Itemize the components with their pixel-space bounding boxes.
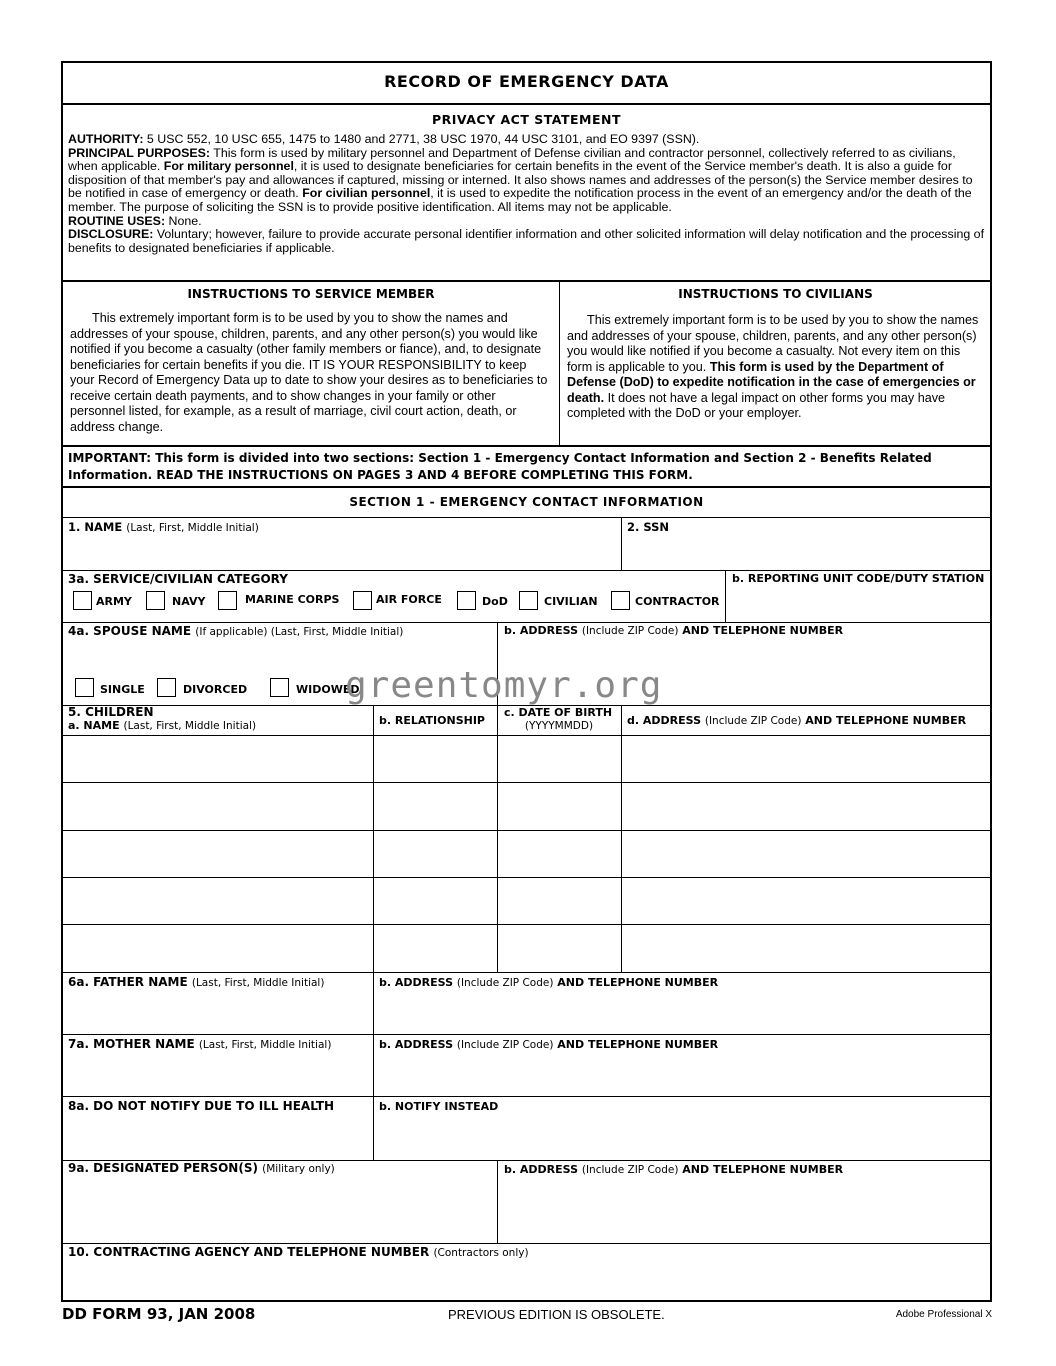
father-address-label: b. ADDRESS [379,976,453,989]
category-label: 3a. SERVICE/CIVILIAN CATEGORY [68,572,288,586]
civilian-text-2: It does not have a legal impact on other forms you may have completed with the DoD or your employer. [567,390,946,420]
privacy-statement [68,133,988,255]
routine-text: None. [165,213,202,228]
civilian-instructions-text [567,313,987,422]
designated-field-label [68,1161,335,1175]
children-row-4[interactable] [63,878,992,924]
category-air-force-label: AIR FORCE [376,593,442,606]
relationship-label: b. RELATIONSHIP [379,714,485,727]
purposes-bold-civilian: For civilian personnel [302,186,431,201]
children-label: 5. CHILDREN [68,705,154,719]
spouse-address-field-label [504,624,843,637]
children-row-1[interactable] [63,736,992,782]
father-label: 6a. FATHER NAME [68,975,188,989]
children-address-label: d. ADDRESS [627,714,701,727]
checkbox-divorced[interactable] [157,678,176,697]
form-id: DD FORM 93, JAN 2008 [62,1305,256,1323]
edition-notice: PREVIOUS EDITION IS OBSOLETE. [448,1307,665,1322]
designated-address-field-label [504,1163,843,1176]
notify-instead-label: b. NOTIFY INSTEAD [379,1100,499,1113]
marital-divorced-label: DIVORCED [183,683,248,696]
form-title: RECORD OF EMERGENCY DATA [384,72,669,91]
mother-address-field-label [379,1038,718,1051]
name-field-label [68,520,259,534]
contracting-agency-input[interactable] [63,1261,992,1301]
spouse-hint: (If applicable) (Last, First, Middle Initial) [195,626,404,638]
section1-heading: SECTION 1 - EMERGENCY CONTACT INFORMATION [349,495,704,509]
software-note: Adobe Professional X [895,1309,992,1320]
mother-address-label: b. ADDRESS [379,1038,453,1051]
important-label: IMPORTANT: [68,451,152,465]
father-address-field-label [379,976,718,989]
designated-address-hint: (Include ZIP Code) [581,1164,679,1176]
ill-health-label: 8a. DO NOT NOTIFY DUE TO ILL HEALTH [68,1099,335,1113]
checkbox-dod[interactable] [457,591,476,610]
father-address-tail: AND TELEPHONE NUMBER [557,976,719,989]
mother-name-input[interactable] [63,1053,373,1095]
designated-person-input[interactable] [63,1178,497,1242]
children-name-label: a. NAME [68,719,120,732]
service-instructions-text: This extremely important form is to be used by you to show the names and addresses of your spouse, children, parents, and any other person(s) you would like notified if you become a casualty (other family members or fiance), and, to designate beneficiaries for certain benefits if you die. IT IS YOUR RESPONSIBILITY to keep your Record of Emergency Data up to date to show your desires as to beneficiaries to receive certain death payments, and to show changes in your family or other personnel listed, for example, as a result of marriage, civil court action, death, or address change. [70,311,548,434]
ssn-label: 2. SSN [627,520,670,534]
marital-widowed-label: WIDOWED [296,683,360,696]
privacy-heading: PRIVACY ACT STATEMENT [431,112,622,127]
service-instructions-heading: INSTRUCTIONS TO SERVICE MEMBER [187,287,435,301]
children-row-3[interactable] [63,831,992,877]
spouse-address-hint: (Include ZIP Code) [581,625,679,637]
purposes-text-2: , it is used to designate beneficiaries for certain benefits in the event of the Service member's death. It is also a guide for disposition of that member's pay and allowances if captured, missing or interned. It also shows names and addresses of the person(s) the Service member desires to be notified in case of emergency or death. [68,159,973,201]
designated-hint: (Military only) [262,1163,335,1175]
father-hint: (Last, First, Middle Initial) [191,977,325,989]
category-army-label: ARMY [96,595,132,608]
dob-hint: (YYYYMMDD) [524,720,594,732]
civilian-text-bold: This form is used by the Department of Defense (DoD) to expedite notification in the case of emergencies or death. [567,359,976,405]
children-address-hint: (Include ZIP Code) [704,715,802,727]
father-address-input[interactable] [374,991,992,1033]
purposes-bold-military: For military personnel [163,159,294,174]
emergency-data-form [61,61,992,1302]
category-marine-corps-label: MARINE CORPS [245,593,340,606]
purposes-text-3: , it is used to expedite the notification process in the event of an emergency and/or the death of the member. The purpose of soliciting the SSN is to provide positive identification. All items may not be applicable. [68,186,972,214]
category-dod-label: DoD [482,595,508,608]
important-notice [68,450,968,484]
children-row-2[interactable] [63,783,992,829]
father-field-label [68,975,324,989]
disclosure-text: Voluntary; however, failure to provide accurate personal identifier information and other solicited information will delay notification and the processing of benefits to designated beneficiaries if applicable. [68,227,985,255]
contracting-hint: (Contractors only) [433,1247,529,1259]
routine-label: ROUTINE USES: [68,213,166,228]
mother-label: 7a. MOTHER NAME [68,1037,195,1051]
father-address-hint: (Include ZIP Code) [456,977,554,989]
designated-address-tail: AND TELEPHONE NUMBER [682,1163,844,1176]
children-row-5[interactable] [63,925,992,971]
designated-address-input[interactable] [498,1178,992,1242]
designated-label: 9a. DESIGNATED PERSON(S) [68,1161,258,1175]
reporting-unit-label: b. REPORTING UNIT CODE/DUTY STATION [732,572,985,585]
category-civilian-label: CIVILIAN [544,595,598,608]
ssn-input[interactable] [622,533,992,569]
reporting-unit-input[interactable] [726,586,992,621]
marital-single-label: SINGLE [100,683,145,696]
ill-health-input[interactable] [63,1115,373,1159]
checkbox-contractor[interactable] [611,591,630,610]
category-navy-label: NAVY [172,595,206,608]
purposes-label: PRINCIPAL PURPOSES: [68,145,211,160]
dob-label: c. DATE OF BIRTH [504,706,613,719]
authority-label: AUTHORITY: [68,132,144,146]
checkbox-army[interactable] [73,591,92,610]
contracting-field-label [68,1245,529,1259]
mother-address-hint: (Include ZIP Code) [456,1039,554,1051]
mother-address-input[interactable] [374,1053,992,1095]
father-name-input[interactable] [63,991,373,1033]
children-name-field-label [68,719,256,732]
category-contractor-label: CONTRACTOR [635,595,720,608]
checkbox-single[interactable] [75,678,94,697]
checkbox-widowed[interactable] [270,678,289,697]
mother-hint: (Last, First, Middle Initial) [198,1039,332,1051]
designated-address-label: b. ADDRESS [504,1163,578,1176]
spouse-label: 4a. SPOUSE NAME [68,624,192,638]
children-address-tail: AND TELEPHONE NUMBER [805,714,967,727]
name-hint: (Last, First, Middle Initial) [126,522,259,534]
contracting-label: 10. CONTRACTING AGENCY AND TELEPHONE NUMBER [68,1245,430,1259]
name-input[interactable] [63,533,621,569]
notify-instead-input[interactable] [374,1115,992,1159]
spouse-address-tail: AND TELEPHONE NUMBER [682,624,844,637]
important-text: This form is divided into two sections: Section 1 - Emergency Contact Information and Section 2 - Benefits Related Information. READ THE INSTRUCTIONS ON PAGES 3 AND 4 BEFORE COMPLETING THIS FORM. [68,451,932,482]
spouse-address-label: b. ADDRESS [504,624,578,637]
spouse-field-label [68,624,403,638]
disclosure-label: DISCLOSURE: [68,227,154,242]
purposes-text: This form is used by military personnel and Department of Defense civilian and contractor personnel, collectively referred to as civilians, when applicable. [68,145,956,174]
children-name-hint: (Last, First, Middle Initial) [123,720,257,732]
mother-field-label [68,1037,331,1051]
civilian-instructions-heading: INSTRUCTIONS TO CIVILIANS [678,287,873,301]
name-label: 1. NAME [68,520,123,534]
authority-text: 5 USC 552, 10 USC 655, 1475 to 1480 and 2771, 38 USC 1970, 44 USC 3101, and EO 9397 (SSN). [143,132,700,146]
children-address-field-label [627,714,966,727]
checkbox-civilian[interactable] [519,591,538,610]
civilian-text-1: This extremely important form is to be used by you to show the names and addresses of your spouse, children, parents, and any other person(s) you would like notified if you become a casualty. Not every item on this form is applicable to you. [567,313,979,374]
watermark-text: greentomyr.org [345,665,663,706]
mother-address-tail: AND TELEPHONE NUMBER [557,1038,719,1051]
checkbox-air-force[interactable] [353,591,372,610]
checkbox-navy[interactable] [146,591,165,610]
checkbox-marine-corps[interactable] [218,591,237,610]
